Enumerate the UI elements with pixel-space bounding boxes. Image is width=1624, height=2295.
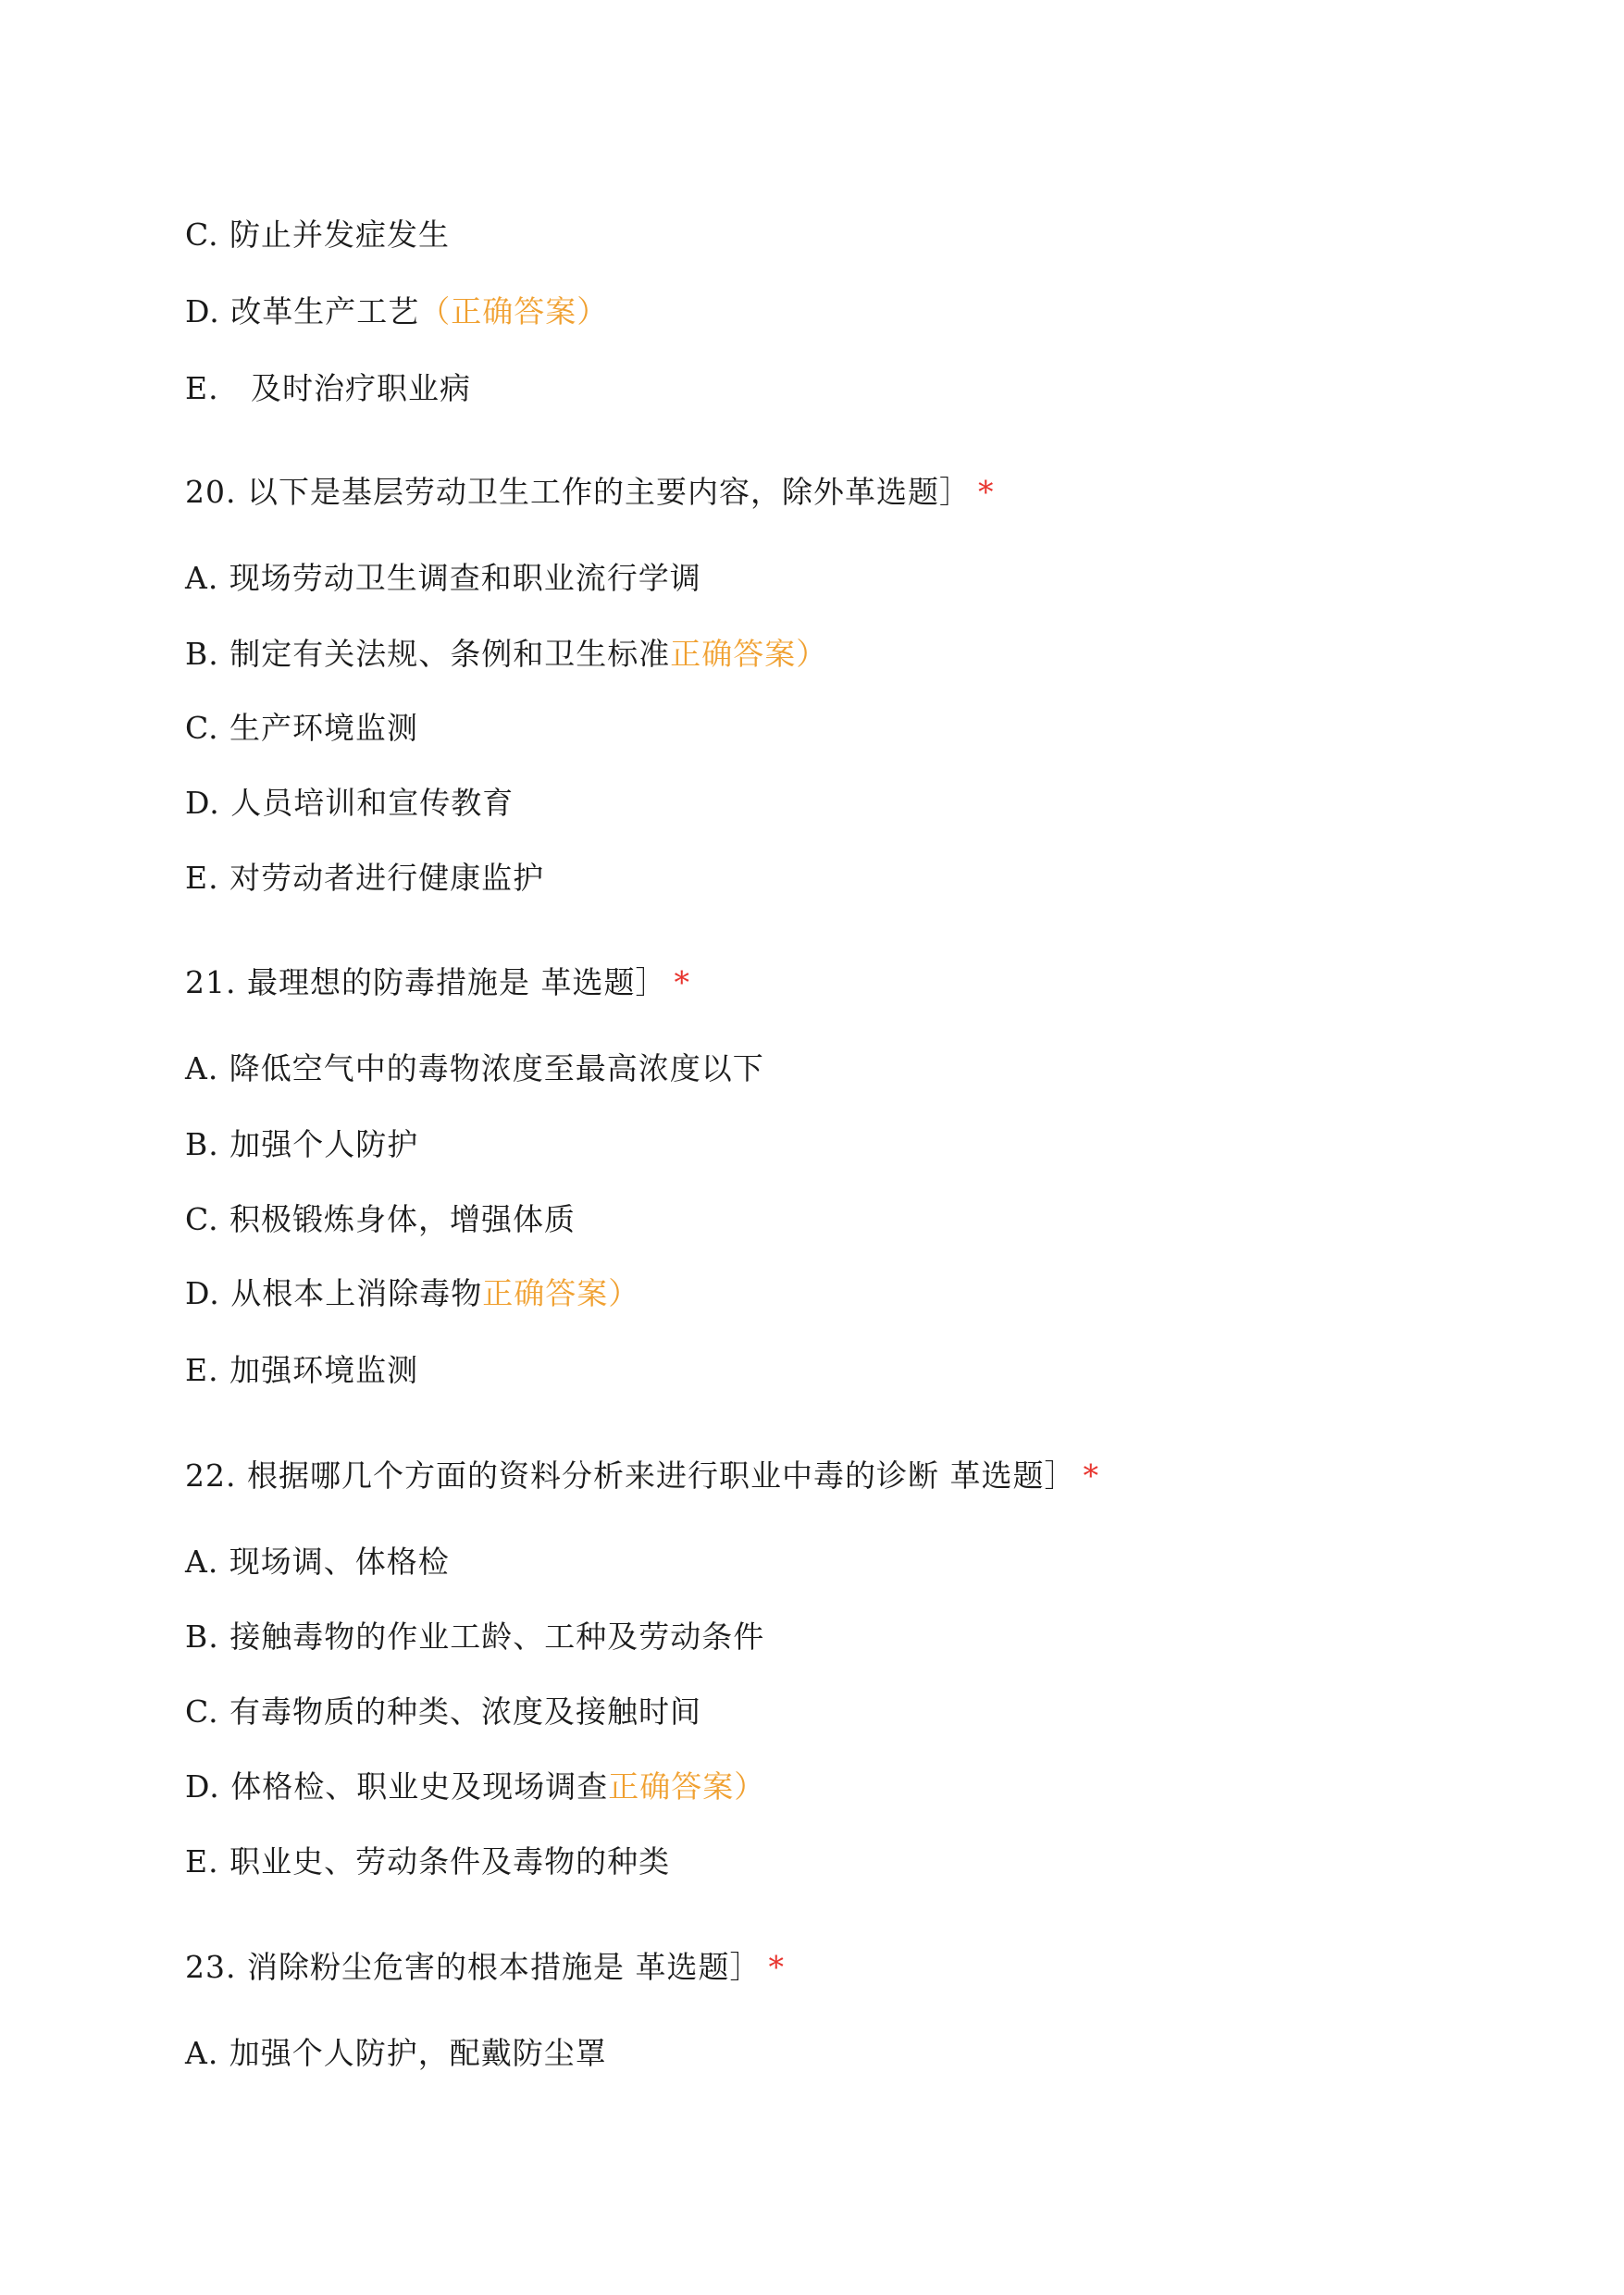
question-22 bbox=[185, 1456, 1099, 1496]
option-text: E. 加强环境监测 bbox=[185, 1352, 419, 1388]
answer-mark: （正确答案） bbox=[419, 293, 609, 329]
option-text: E. 职业史、劳动条件及毒物的种类 bbox=[185, 1843, 671, 1879]
option-text: A. 降低空气中的毒物浓度至最高浓度以下 bbox=[185, 1050, 764, 1086]
option-e-q21 bbox=[185, 1350, 418, 1391]
required-star: * bbox=[768, 1949, 785, 1985]
option-e-q20 bbox=[185, 858, 544, 899]
option-a-q23 bbox=[185, 2033, 607, 2074]
option-d-q21 bbox=[185, 1273, 639, 1314]
option-text: C. 生产环境监测 bbox=[185, 710, 419, 746]
required-star: * bbox=[1083, 1458, 1099, 1494]
answer-mark: 正确答案） bbox=[670, 636, 828, 672]
required-star: * bbox=[977, 474, 995, 510]
option-text: B. 加强个人防护 bbox=[185, 1126, 419, 1162]
option-text: E. 对劳动者进行健康监护 bbox=[185, 860, 545, 896]
option-c-q22 bbox=[185, 1692, 701, 1732]
option-text: A. 加强个人防护，配戴防尘罩 bbox=[185, 2035, 607, 2071]
answer-mark: 正确答案） bbox=[608, 1768, 766, 1805]
option-d-q19 bbox=[185, 292, 608, 332]
question-text: 21. 最理想的防毒措施是 革选题］ bbox=[185, 964, 667, 1000]
option-a-q22 bbox=[185, 1542, 450, 1582]
option-b-q22 bbox=[185, 1617, 764, 1657]
option-c-q20 bbox=[185, 708, 418, 749]
option-b-q20 bbox=[185, 634, 827, 675]
option-text: A. 现场调、体格检 bbox=[185, 1544, 450, 1580]
option-text: D. 从根本上消除毒物 bbox=[185, 1275, 483, 1311]
option-b-q21 bbox=[185, 1124, 418, 1165]
option-e-q22 bbox=[185, 1842, 670, 1882]
question-20 bbox=[185, 472, 994, 513]
question-23 bbox=[185, 1947, 785, 1988]
option-d-q20 bbox=[185, 783, 514, 824]
option-text: B. 接触毒物的作业工龄、工种及劳动条件 bbox=[185, 1619, 765, 1655]
option-a-q20 bbox=[185, 558, 701, 599]
option-text: D. 人员培训和宣传教育 bbox=[185, 785, 514, 821]
option-text: E. 及时治疗职业病 bbox=[185, 370, 472, 406]
answer-mark: 正确答案） bbox=[482, 1275, 640, 1311]
required-star: * bbox=[674, 964, 690, 1000]
option-c-q19 bbox=[185, 215, 450, 255]
option-e-q19 bbox=[185, 368, 471, 409]
option-c-q21 bbox=[185, 1199, 576, 1240]
option-text: C. 积极锻炼身体，增强体质 bbox=[185, 1201, 576, 1237]
option-d-q22 bbox=[185, 1767, 765, 1807]
question-text: 22. 根据哪几个方面的资料分析来进行职业中毒的诊断 革选题］ bbox=[185, 1458, 1076, 1494]
question-21 bbox=[185, 962, 690, 1003]
option-text: C. 有毒物质的种类、浓度及接触时间 bbox=[185, 1693, 702, 1730]
option-text: B. 制定有关法规、条例和卫生标准 bbox=[185, 636, 671, 672]
option-text: D. 改革生产工艺 bbox=[185, 293, 420, 329]
question-text: 23. 消除粉尘危害的根本措施是 革选题］ bbox=[185, 1949, 762, 1985]
question-text: 20. 以下是基层劳动卫生工作的主要内容，除外革选题］ bbox=[185, 474, 971, 510]
option-a-q21 bbox=[185, 1048, 764, 1089]
option-text: C. 防止并发症发生 bbox=[185, 217, 451, 253]
option-text: A. 现场劳动卫生调查和职业流行学调 bbox=[185, 560, 701, 596]
option-text: D. 体格检、职业史及现场调查 bbox=[185, 1768, 609, 1805]
